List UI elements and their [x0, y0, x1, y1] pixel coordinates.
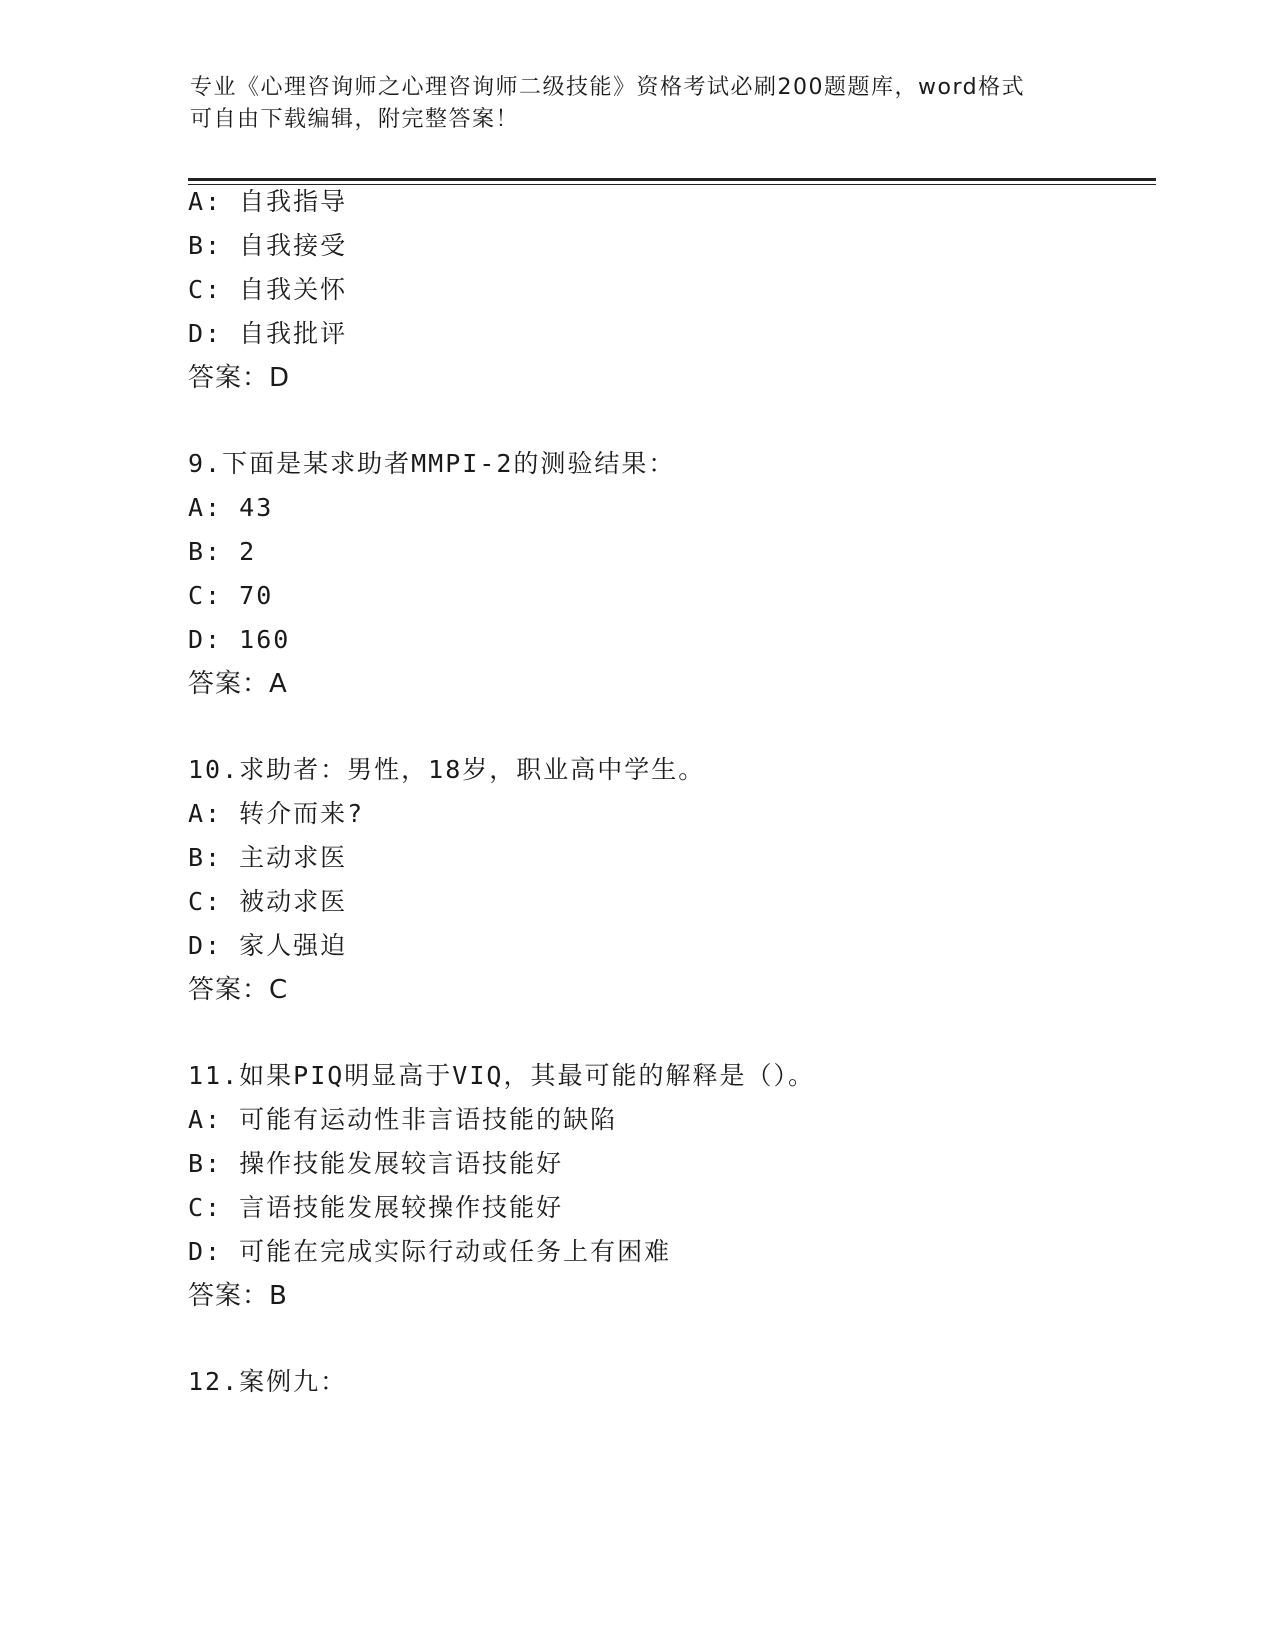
- q9-option-c: C: 70: [188, 581, 274, 610]
- q11-option-d: D: 可能在完成实际行动或任务上有困难: [188, 1237, 672, 1266]
- q8-option-b: B: 自我接受: [188, 231, 348, 260]
- q8-answer: 答案：D: [188, 363, 291, 393]
- q11-answer: 答案：B: [188, 1281, 288, 1311]
- q10-option-c: C: 被动求医: [188, 887, 348, 916]
- q10-option-a: A: 转介而来?: [188, 799, 365, 828]
- q9-option-a: A: 43: [188, 493, 274, 522]
- q10-option-d: D: 家人强迫: [188, 931, 348, 960]
- header-title-line-2: 可自由下载编辑，附完整答案！: [190, 107, 520, 132]
- q12-stem: 12.案例九：: [188, 1367, 348, 1396]
- q11-stem: 11.如果PIQ明显高于VIQ，其最可能的解释是（）。: [188, 1061, 815, 1090]
- q9-answer: 答案：A: [188, 669, 288, 699]
- q10-option-b: B: 主动求医: [188, 843, 348, 872]
- q9-option-b: B: 2: [188, 537, 257, 566]
- document-header: [190, 72, 1070, 136]
- q11-option-c: C: 言语技能发展较操作技能好: [188, 1193, 564, 1222]
- header-title-line-1: 专业《心理咨询师之心理咨询师二级技能》资格考试必刷200题题库，word格式: [190, 75, 1026, 100]
- q8-option-d: D: 自我批评: [188, 319, 348, 348]
- q9-option-d: D: 160: [188, 625, 291, 654]
- q9-stem: 9.下面是某求助者MMPI-2的测验结果：: [188, 449, 676, 478]
- q8-option-a: A: 自我指导: [188, 187, 348, 216]
- q11-option-a: A: 可能有运动性非言语技能的缺陷: [188, 1105, 618, 1134]
- header-divider-thick: [188, 178, 1156, 181]
- q10-answer: 答案：C: [188, 975, 289, 1005]
- q11-option-b: B: 操作技能发展较言语技能好: [188, 1149, 564, 1178]
- q8-option-c: C: 自我关怀: [188, 275, 348, 304]
- q10-stem: 10.求助者：男性，18岁，职业高中学生。: [188, 755, 706, 784]
